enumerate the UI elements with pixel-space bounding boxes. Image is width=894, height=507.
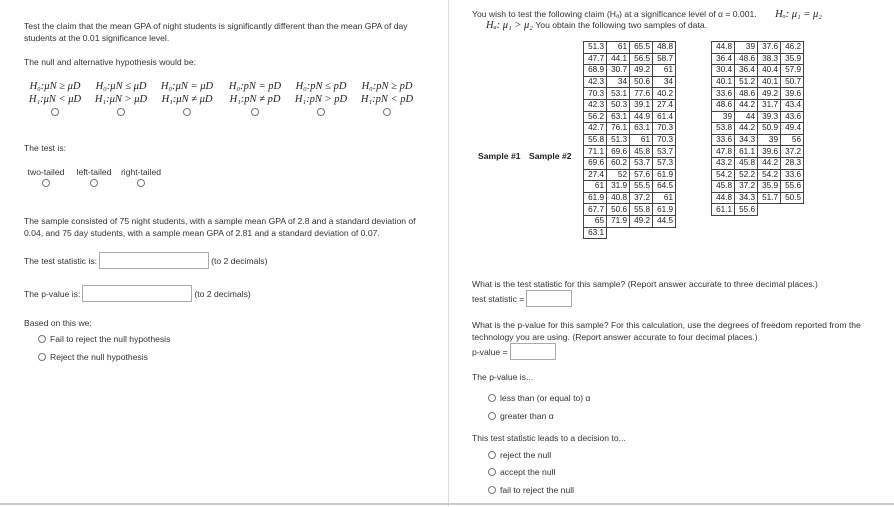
- data-cell: 37.2: [781, 146, 804, 158]
- data-row: [712, 134, 804, 146]
- data-cell: 68.9: [584, 65, 607, 77]
- panel-divider: [448, 0, 449, 507]
- data-cell: 44.1: [607, 53, 630, 65]
- data-cell: 53.8: [712, 123, 735, 135]
- data-cell: 77.6: [630, 88, 653, 100]
- decision-fail-reject[interactable]: [38, 334, 170, 344]
- data-cell: [630, 227, 653, 239]
- data-cell: 49.2: [630, 65, 653, 77]
- p-option-greater[interactable]: [488, 411, 554, 421]
- data-cell: 61.9: [584, 192, 607, 204]
- tail-radio-left[interactable]: [90, 179, 98, 187]
- h1-text: H₁:pN ≠ pD: [229, 94, 281, 105]
- intro-text: You wish to test the following claim (Hₐ) at a significance level of α = 0.001.: [472, 9, 757, 19]
- data-cell: 39.1: [630, 99, 653, 111]
- data-cell: 50.3: [607, 99, 630, 111]
- data-cell: 27.4: [653, 99, 676, 111]
- data-row: [712, 169, 804, 181]
- p-label: p-value =: [472, 346, 508, 357]
- data-cell: 45.8: [735, 157, 758, 169]
- data-cell: 50.7: [781, 76, 804, 88]
- data-cell: 69.6: [584, 157, 607, 169]
- data-cell: 45.8: [630, 146, 653, 158]
- data-cell: 44.2: [735, 99, 758, 111]
- h1-text: H₁:μN > μD: [94, 94, 148, 105]
- data-cell: 57.9: [781, 65, 804, 77]
- data-cell: 56: [781, 134, 804, 146]
- pvalue-answer-row: [472, 343, 556, 360]
- data-cell: 63.1: [630, 123, 653, 135]
- pvalue-hint: (to 2 decimals): [194, 288, 251, 299]
- data-cell: 61.1: [712, 204, 735, 216]
- hypothesis-radio-4[interactable]: [251, 108, 259, 116]
- data-cell: 61: [630, 134, 653, 146]
- right-intro-line-2: [486, 20, 707, 31]
- data-row: [584, 99, 676, 111]
- data-cell: 58.7: [653, 53, 676, 65]
- question-pvalue: [472, 320, 861, 343]
- data-cell: 61: [653, 65, 676, 77]
- tail-label: left-tailed: [76, 167, 112, 177]
- decision-intro: This test statistic leads to a decision to...: [472, 433, 626, 443]
- hypothesis-option-4[interactable]: [224, 80, 286, 116]
- data-cell: 50.6: [630, 76, 653, 88]
- h0-text: H₀:μN ≥ μD: [29, 81, 81, 92]
- data-cell: 28.3: [781, 157, 804, 169]
- based-on-label: Based on this we:: [24, 318, 92, 328]
- hypothesis-intro: The null and alternative hypothesis would be:: [24, 57, 196, 67]
- data-row: [584, 181, 676, 193]
- data-cell: 47.8: [712, 146, 735, 158]
- data-cell: 48.6: [735, 88, 758, 100]
- test-is-label: The test is:: [24, 143, 67, 153]
- sample-description: [24, 216, 416, 239]
- data-cell: 48.6: [735, 53, 758, 65]
- data-cell: 48.6: [712, 99, 735, 111]
- test-statistic-input[interactable]: [526, 290, 572, 307]
- data-cell: 70.3: [584, 88, 607, 100]
- data-row: [584, 192, 676, 204]
- decision-label: Reject the null hypothesis: [50, 352, 148, 362]
- data-cell: 48.8: [653, 42, 676, 54]
- tail-radio-two[interactable]: [42, 179, 50, 187]
- stat-label: test statistic =: [472, 293, 525, 304]
- data-cell: 51.7: [758, 192, 781, 204]
- intro-text-2: You obtain the following two samples of data.: [535, 20, 708, 30]
- h0-text: H₀:pN = pD: [228, 81, 282, 92]
- data-cell: 55.8: [584, 134, 607, 146]
- sample-1-label: Sample #1: [478, 151, 521, 161]
- data-row: [712, 99, 804, 111]
- question-test-statistic: What is the test statistic for this sample? (Report answer accurate to three decimal places.): [472, 279, 818, 289]
- q-p-line-1: What is the p-value for this sample? For this calculation, use the degrees of freedom reported from the: [472, 320, 861, 330]
- data-row: [584, 204, 676, 216]
- data-cell: 51.3: [607, 134, 630, 146]
- h1-text: H₁:pN < pD: [360, 94, 414, 105]
- data-cell: 71.1: [584, 146, 607, 158]
- data-cell: 51.3: [584, 42, 607, 54]
- hypothesis-option-3[interactable]: [156, 80, 218, 116]
- data-row: [584, 157, 676, 169]
- data-row: [712, 111, 804, 123]
- tail-option-left[interactable]: [72, 167, 116, 187]
- hypothesis-radio-2[interactable]: [117, 108, 125, 116]
- data-cell: 55.8: [630, 204, 653, 216]
- data-cell: 34.3: [735, 192, 758, 204]
- data-cell: 70.3: [653, 123, 676, 135]
- data-row: [712, 204, 804, 216]
- data-cell: 56.2: [584, 111, 607, 123]
- decision-label: Fail to reject the null hypothesis: [50, 334, 171, 344]
- data-cell: 33.6: [712, 134, 735, 146]
- data-cell: 54.2: [758, 169, 781, 181]
- h1-text: H₁:μN < μD: [28, 94, 82, 105]
- data-cell: 49.4: [781, 123, 804, 135]
- h0-text: H₀:μN ≤ μD: [95, 81, 147, 92]
- p-option-less[interactable]: [488, 393, 590, 403]
- hypothesis-radio-1[interactable]: [51, 108, 59, 116]
- data-cell: 76.1: [607, 123, 630, 135]
- h0-text: H₀:pN ≥ pD: [361, 81, 413, 92]
- hypothesis-option-6[interactable]: [356, 80, 418, 116]
- decision-radio-reject[interactable]: [38, 353, 46, 361]
- data-cell: 44.8: [712, 192, 735, 204]
- test-stat-row: [24, 252, 267, 269]
- data-cell: 61.9: [653, 169, 676, 181]
- data-cell: 40.1: [712, 76, 735, 88]
- data-row: [712, 123, 804, 135]
- data-cell: 39.6: [758, 146, 781, 158]
- sample-2-label: Sample #2: [529, 151, 572, 161]
- test-stat-label: The test statistic is:: [24, 255, 98, 266]
- data-cell: 40.4: [758, 65, 781, 77]
- right-decision-radio-accept[interactable]: [488, 468, 496, 476]
- data-cell: 49.2: [758, 88, 781, 100]
- data-row: [712, 181, 804, 193]
- data-cell: 37.2: [630, 192, 653, 204]
- data-cell: 30.4: [712, 65, 735, 77]
- data-cell: [758, 204, 781, 216]
- data-cell: 44.2: [735, 123, 758, 135]
- left-claim: [24, 21, 408, 44]
- data-cell: 38.3: [758, 53, 781, 65]
- data-cell: 55.6: [781, 181, 804, 193]
- data-cell: 61: [653, 192, 676, 204]
- data-cell: 40.2: [653, 88, 676, 100]
- tail-label: two-tailed: [27, 167, 65, 177]
- data-cell: 60.2: [607, 157, 630, 169]
- data-cell: 54.2: [712, 169, 735, 181]
- data-cell: [781, 204, 804, 216]
- data-cell: 47.7: [584, 53, 607, 65]
- data-cell: 50.9: [758, 123, 781, 135]
- data-cell: 42.3: [584, 99, 607, 111]
- data-cell: 27.4: [584, 169, 607, 181]
- data-row: [584, 215, 676, 227]
- data-cell: [653, 227, 676, 239]
- hypothesis-option-5[interactable]: [290, 80, 352, 116]
- h1-text: H₁:μN ≠ μD: [161, 94, 213, 105]
- data-cell: 52: [607, 169, 630, 181]
- right-pvalue-input[interactable]: [510, 343, 556, 360]
- right-decision-reject[interactable]: [488, 450, 551, 460]
- hypothesis-option-2[interactable]: [90, 80, 152, 116]
- data-cell: 61.1: [735, 146, 758, 158]
- data-row: [584, 65, 676, 77]
- data-row: [712, 42, 804, 54]
- data-cell: 53.7: [653, 146, 676, 158]
- data-cell: 67.7: [584, 204, 607, 216]
- data-cell: 33.6: [712, 88, 735, 100]
- data-cell: 39: [758, 134, 781, 146]
- h0-text: H₀:μN = μD: [160, 81, 214, 92]
- sample-1-table: [583, 41, 676, 239]
- data-cell: 55.6: [735, 204, 758, 216]
- null-hypothesis: Hₒ: μ₁ = μ₂: [775, 9, 822, 20]
- sample-line-2: 0.04, and 75 day students, with a sample mean GPA of 2.81 and a standard deviation of 0.07.: [24, 227, 380, 238]
- pvalue-row: [24, 285, 251, 302]
- p-option-label: greater than α: [500, 411, 554, 421]
- data-cell: 44.2: [758, 157, 781, 169]
- h1-text: H₁:pN > pD: [294, 94, 348, 105]
- data-cell: 49.2: [630, 215, 653, 227]
- data-row: [584, 88, 676, 100]
- data-cell: 36.4: [735, 65, 758, 77]
- data-cell: 34: [607, 76, 630, 88]
- data-row: [584, 123, 676, 135]
- data-cell: 45.8: [712, 181, 735, 193]
- data-cell: 53.1: [607, 88, 630, 100]
- data-cell: 33.6: [781, 169, 804, 181]
- hypothesis-radio-3[interactable]: [183, 108, 191, 116]
- data-cell: 39: [735, 42, 758, 54]
- decision-radio-fail[interactable]: [38, 335, 46, 343]
- hypothesis-radio-5[interactable]: [317, 108, 325, 116]
- bottom-rule: [0, 503, 894, 505]
- data-cell: 31.9: [607, 181, 630, 193]
- data-cell: 50.5: [781, 192, 804, 204]
- right-intro-line-1: [472, 9, 822, 20]
- right-decision-fail[interactable]: [488, 485, 574, 495]
- data-cell: 44.9: [630, 111, 653, 123]
- decision-option-label: reject the null: [500, 450, 552, 460]
- data-cell: 39: [712, 111, 735, 123]
- test-stat-hint: (to 2 decimals): [211, 255, 268, 266]
- data-row: [712, 157, 804, 169]
- data-cell: 70.3: [653, 134, 676, 146]
- data-row: [584, 111, 676, 123]
- p-radio-less[interactable]: [488, 394, 496, 402]
- data-cell: 40.1: [758, 76, 781, 88]
- p-is-label: The p-value is...: [472, 372, 534, 382]
- data-cell: 61.9: [653, 204, 676, 216]
- data-row: [584, 134, 676, 146]
- data-cell: 52.2: [735, 169, 758, 181]
- test-stat-input[interactable]: [99, 252, 209, 269]
- data-row: [712, 192, 804, 204]
- data-cell: 65.5: [630, 42, 653, 54]
- tail-radio-right[interactable]: [137, 179, 145, 187]
- data-cell: 50.6: [607, 204, 630, 216]
- q-p-line-2: technology you are using. (Report answer accurate to four decimal places.): [472, 331, 758, 342]
- claim-line-2: students at the 0.01 significance level.: [24, 32, 170, 43]
- data-row: [712, 88, 804, 100]
- data-cell: 61: [607, 42, 630, 54]
- data-cell: 36.4: [712, 53, 735, 65]
- pvalue-label: The p-value is:: [24, 288, 81, 299]
- data-cell: 64.5: [653, 181, 676, 193]
- data-cell: 55.5: [630, 181, 653, 193]
- data-cell: 39.3: [758, 111, 781, 123]
- data-cell: 42.7: [584, 123, 607, 135]
- data-cell: 37.2: [735, 181, 758, 193]
- claim-line-1: Test the claim that the mean GPA of night students is significantly different than the mean GPA of day: [24, 21, 408, 31]
- sample-line-1: The sample consisted of 75 night students, with a sample mean GPA of 2.8 and a standard deviation of: [24, 216, 416, 226]
- data-cell: 65: [584, 215, 607, 227]
- data-row: [712, 65, 804, 77]
- data-cell: 34.3: [735, 134, 758, 146]
- data-cell: 44: [735, 111, 758, 123]
- data-row: [584, 53, 676, 65]
- data-cell: 56.5: [630, 53, 653, 65]
- decision-reject[interactable]: [38, 352, 148, 362]
- data-cell: 34: [653, 76, 676, 88]
- data-cell: 69.6: [607, 146, 630, 158]
- hypothesis-radio-6[interactable]: [383, 108, 391, 116]
- data-cell: 43.4: [781, 99, 804, 111]
- data-cell: 44.5: [653, 215, 676, 227]
- data-cell: 35.9: [781, 53, 804, 65]
- data-cell: 35.9: [758, 181, 781, 193]
- data-row: [712, 53, 804, 65]
- right-decision-accept[interactable]: [488, 467, 555, 477]
- data-cell: 39.6: [781, 88, 804, 100]
- data-cell: 43.6: [781, 111, 804, 123]
- data-cell: 61.4: [653, 111, 676, 123]
- data-cell: 43.2: [712, 157, 735, 169]
- data-cell: 42.3: [584, 76, 607, 88]
- data-row: [712, 76, 804, 88]
- data-cell: 53.7: [630, 157, 653, 169]
- right-decision-radio-fail[interactable]: [488, 486, 496, 494]
- data-row: [584, 169, 676, 181]
- data-row: [584, 146, 676, 158]
- data-row: [584, 227, 676, 239]
- p-radio-greater[interactable]: [488, 412, 496, 420]
- p-option-label: less than (or equal to) α: [500, 393, 591, 403]
- data-cell: 57.6: [630, 169, 653, 181]
- tail-option-two[interactable]: [24, 167, 68, 187]
- right-decision-radio-reject[interactable]: [488, 451, 496, 459]
- data-row: [584, 76, 676, 88]
- pvalue-input[interactable]: [82, 285, 192, 302]
- data-row: [584, 42, 676, 54]
- tail-option-right[interactable]: [118, 167, 164, 187]
- data-row: [712, 146, 804, 158]
- alt-hypothesis: Hₐ: μ₁ > μ₂: [486, 20, 533, 31]
- data-cell: 61: [584, 181, 607, 193]
- data-cell: 46.2: [781, 42, 804, 54]
- decision-option-label: fail to reject the null: [500, 485, 575, 495]
- data-cell: 63.1: [584, 227, 607, 239]
- data-cell: 71.9: [607, 215, 630, 227]
- data-cell: 57.3: [653, 157, 676, 169]
- decision-option-label: accept the null: [500, 467, 556, 477]
- sample-2-table: [711, 41, 804, 216]
- stat-answer-row: [472, 290, 572, 307]
- data-cell: 31.7: [758, 99, 781, 111]
- tail-label: right-tailed: [120, 167, 162, 177]
- data-cell: 30.7: [607, 65, 630, 77]
- data-cell: 40.8: [607, 192, 630, 204]
- data-cell: 63.1: [607, 111, 630, 123]
- data-cell: [607, 227, 630, 239]
- data-cell: 51.2: [735, 76, 758, 88]
- hypothesis-option-1[interactable]: [24, 80, 86, 116]
- data-cell: 44.8: [712, 42, 735, 54]
- data-cell: 37.6: [758, 42, 781, 54]
- h0-text: H₀:pN ≤ pD: [295, 81, 347, 92]
